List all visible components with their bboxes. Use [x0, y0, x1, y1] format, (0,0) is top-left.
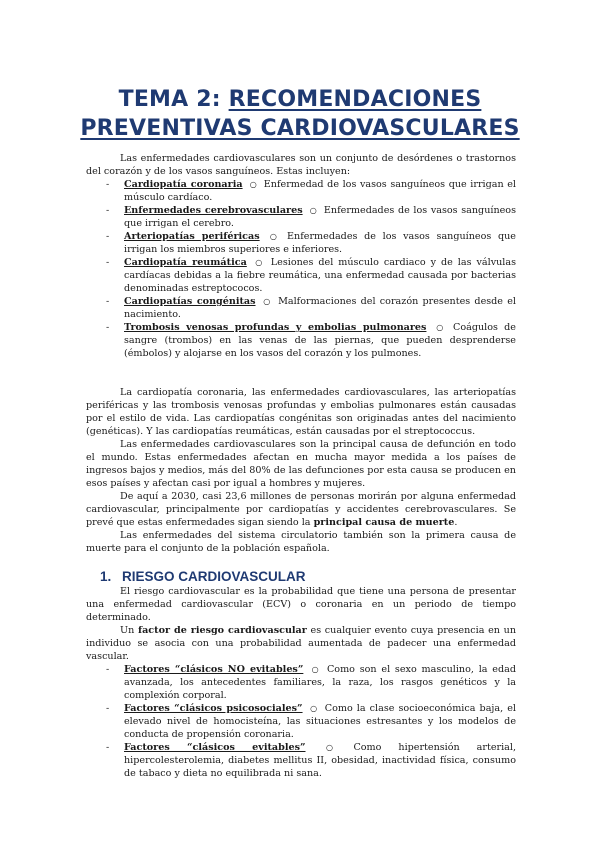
description: Enfermedades de los vasos sanguíneos que irrigan los miembros superiores e inferiores. [124, 231, 516, 255]
dash-bullet: - [106, 664, 110, 675]
factor-list [86, 663, 516, 780]
term: Factores “clásicos NO evitables” [124, 664, 304, 675]
dash-bullet: - [106, 205, 110, 216]
circle-bullet-icon: ○ [310, 704, 318, 713]
term: Cardiopatía reumática [124, 257, 247, 268]
dash-bullet: - [106, 257, 110, 268]
circle-bullet-icon: ○ [255, 258, 263, 267]
risk-definition-paragraph: El riesgo cardiovascular es la probabilidad que tiene una persona de presentar una enfermedad cardiovascular (ECV) o coronaria en un periodo de tiempo determinado. [86, 586, 516, 623]
term: Trombosis venosas profundas y embolias pulmonares [124, 322, 427, 333]
risk-factor-text-end: es cualquier evento cuya presencia en un individuo se asocia con una probabilidad aumentada de padecer una enfermedad vascular. [86, 625, 516, 662]
list-item [86, 256, 516, 295]
mortality-paragraph: Las enfermedades cardiovasculares son la principal causa de defunción en todo el mundo. Estas enfermedades afectan en mucha mayor medida a los países de ingresos bajos y medios, más del 80% de las defunciones por esta causa se producen en esos países y afectan casi por igual a hombres y mujeres. [86, 439, 516, 489]
circle-bullet-icon: ○ [436, 323, 444, 332]
section-number: 1. [100, 569, 112, 584]
intro-paragraph: Las enfermedades cardiovasculares son un conjunto de desórdenes o trastornos del corazón y de los vasos sanguíneos. Estas incluyen: [86, 153, 516, 177]
term: Cardiopatía coronaria [124, 179, 243, 190]
description: Lesiones del músculo cardiaco y de las válvulas cardíacas debidas a la fiebre reumática, una enfermedad causada por bacterias denominadas estreptococos. [124, 257, 516, 294]
risk-factor-paragraph [86, 624, 516, 663]
list-item [86, 741, 516, 780]
circle-bullet-icon: ○ [309, 206, 317, 215]
dash-bullet: - [106, 322, 110, 333]
description: Como hipertensión arterial, hipercolesterolemia, diabetes mellitus II, obesidad, inactividad física, consumo de tabaco y dieta no equilibrada ni sana. [124, 742, 516, 779]
term: Factores “clásicos psicosociales” [124, 703, 303, 714]
emphasis-text: principal causa de muerte [313, 517, 455, 528]
page-title [60, 85, 540, 143]
list-item [86, 321, 516, 360]
list-item [86, 663, 516, 702]
list-item [86, 178, 516, 204]
section-heading [86, 568, 516, 585]
list-item [86, 204, 516, 230]
term: Cardiopatías congénitas [124, 296, 256, 307]
projection-end: . [454, 517, 458, 528]
circle-bullet-icon: ○ [269, 232, 277, 241]
circle-bullet-icon: ○ [249, 180, 257, 189]
list-item [86, 230, 516, 256]
section-title: RIESGO CARDIOVASCULAR [122, 569, 306, 584]
dash-bullet: - [106, 296, 110, 307]
title-line-2: PREVENTIVAS CARDIOVASCULARES [80, 115, 520, 141]
title-line-1: RECOMENDACIONES [228, 86, 482, 112]
projection-paragraph [86, 490, 516, 529]
circle-bullet-icon: ○ [263, 297, 271, 306]
term: Arteriopatías periféricas [124, 231, 260, 242]
description: Malformaciones del corazón presentes desde el nacimiento. [124, 296, 516, 320]
term: Factores “clásicos evitables” [124, 742, 306, 753]
description: Como son el sexo masculino, la edad avanzada, los antecedentes familiares, la raza, los rasgos genéticos y la complexión corporal. [124, 664, 516, 701]
description: Como la clase socioeconómica baja, el elevado nivel de homocisteína, las situaciones estresantes y los modelos de conducta de propensión coronaria. [124, 703, 516, 740]
disease-list [86, 178, 516, 360]
dash-bullet: - [106, 179, 110, 190]
projection-text: De aquí a 2030, casi 23,6 millones de personas morirán por alguna enfermedad cardiovascular, principalmente por cardiopatías y accidentes cerebrovasculares. Se prevé que estas enfermedades sigan siendo la [86, 491, 516, 528]
description: Enfermedad de los vasos sanguíneos que irrigan el músculo cardíaco. [124, 179, 516, 203]
term: Enfermedades cerebrovasculares [124, 205, 303, 216]
title-prefix: TEMA 2: [118, 86, 229, 112]
dash-bullet: - [106, 742, 110, 753]
list-item [86, 702, 516, 741]
description: Enfermedades de los vasos sanguíneos que irrigan el cerebro. [124, 205, 517, 229]
causes-paragraph: La cardiopatía coronaria, las enfermedades cardiovasculares, las arteriopatías periféricas y las trombosis venosas profundas y embolias pulmonares están causadas por el estilo de vida. Las cardiopatías congénitas son originadas antes del nacimiento (genéticas). Y las cardiopatías reumáticas, están causadas por el streptococcus. [86, 387, 516, 437]
dash-bullet: - [106, 703, 110, 714]
document-body [86, 152, 516, 780]
emphasis-text: factor de riesgo cardiovascular [137, 625, 307, 636]
circle-bullet-icon: ○ [325, 743, 333, 752]
dash-bullet: - [106, 231, 110, 242]
risk-factor-text: Un [120, 625, 138, 636]
list-item [86, 295, 516, 321]
spain-paragraph: Las enfermedades del sistema circulatorio también son la primera causa de muerte para el conjunto de la población española. [86, 530, 516, 554]
circle-bullet-icon: ○ [311, 665, 319, 674]
description: Coágulos de sangre (trombos) en las venas de las piernas, que pueden desprenderse (émbolos) y alojarse en los vasos del corazón y los pulmones. [124, 322, 516, 359]
